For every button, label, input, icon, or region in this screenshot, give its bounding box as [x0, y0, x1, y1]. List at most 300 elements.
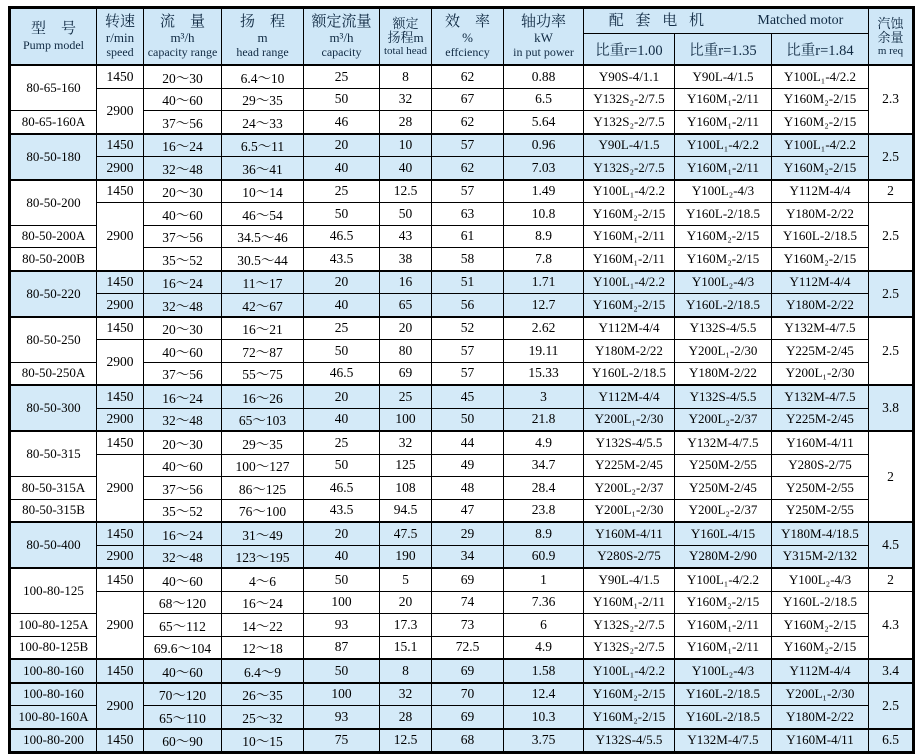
efficiency-cell: 44 [432, 431, 504, 454]
header-speed: 转速 r/min speed [97, 8, 144, 66]
input-power-cell: 3 [504, 385, 584, 408]
input-power-cell: 34.7 [504, 454, 584, 477]
pump-model-cell: 80-50-250A [10, 362, 97, 385]
head-range-cell: 29～35 [222, 88, 304, 111]
motor-r135-cell: Y132M-4/7.5 [675, 729, 772, 753]
rated-head-cell: 50 [380, 203, 432, 226]
input-power-cell: 1 [504, 568, 584, 591]
head-range-cell: 16～26 [222, 385, 304, 408]
table-body [10, 65, 914, 753]
motor-r184-cell: Y160M-4/11 [772, 431, 869, 454]
input-power-cell: 12.7 [504, 294, 584, 317]
motor-r100-cell: Y132S₂-2/7.5 [584, 614, 675, 637]
motor-r184-cell: Y180M-4/18.5 [772, 522, 869, 545]
efficiency-cell: 56 [432, 294, 504, 317]
rated-head-cell: 12.5 [380, 180, 432, 203]
head-range-cell: 24～33 [222, 111, 304, 134]
efficiency-cell: 61 [432, 225, 504, 248]
pump-model-cell: 100-80-125A [10, 614, 97, 637]
rated-capacity-cell: 25 [304, 180, 380, 203]
motor-r135-cell: Y160M₂-2/15 [675, 225, 772, 248]
capacity-range-cell: 40～60 [144, 454, 222, 477]
head-range-cell: 16～24 [222, 591, 304, 614]
motor-r135-cell: Y160M₂-2/15 [675, 248, 772, 271]
table-row [10, 294, 914, 317]
head-range-cell: 6.4～9 [222, 659, 304, 683]
motor-r184-cell: Y250M-2/55 [772, 477, 869, 500]
motor-r100-cell: Y100L₁-4/2.2 [584, 271, 675, 294]
motor-r135-cell: Y250M-2/45 [675, 477, 772, 500]
efficiency-cell: 69 [432, 568, 504, 591]
table-row [10, 568, 914, 591]
motor-r100-cell: Y160M₁-2/11 [584, 248, 675, 271]
rated-head-cell: 20 [380, 317, 432, 340]
efficiency-cell: 68 [432, 729, 504, 753]
table-row [10, 683, 914, 706]
rated-capacity-cell: 40 [304, 294, 380, 317]
efficiency-cell: 69 [432, 706, 504, 729]
speed-cell: 2900 [97, 545, 144, 568]
motor-r135-cell: Y160M₁-2/11 [675, 614, 772, 637]
head-range-cell: 65～103 [222, 408, 304, 431]
motor-r184-cell: Y132M-4/7.5 [772, 385, 869, 408]
rated-head-cell: 47.5 [380, 522, 432, 545]
header-head-range: 扬 程 m head range [222, 8, 304, 66]
rated-capacity-cell: 40 [304, 545, 380, 568]
header-matched-motor-zh: 配 套 电 机 [608, 12, 708, 29]
motor-r135-cell: Y160M₁-2/11 [675, 157, 772, 180]
rated-capacity-cell: 25 [304, 431, 380, 454]
motor-r184-cell: Y100L₂-4/3 [772, 568, 869, 591]
motor-r100-cell: Y160M₁-2/11 [584, 591, 675, 614]
efficiency-cell: 62 [432, 65, 504, 88]
head-range-cell: 12～18 [222, 636, 304, 659]
motor-r100-cell: Y280S-2/75 [584, 545, 675, 568]
table-row [10, 454, 914, 477]
motor-r135-cell: Y200L₂-2/37 [675, 408, 772, 431]
table-row [10, 659, 914, 683]
head-range-cell: 72～87 [222, 340, 304, 363]
pump-model-cell: 80-50-250 [10, 317, 97, 363]
efficiency-cell: 58 [432, 248, 504, 271]
rated-head-cell: 38 [380, 248, 432, 271]
motor-r135-cell: Y160L-2/18.5 [675, 706, 772, 729]
motor-r135-cell: Y160L-2/18.5 [675, 294, 772, 317]
input-power-cell: 0.88 [504, 65, 584, 88]
header-rated-capacity: 额定流量 m³/h capacity [304, 8, 380, 66]
rated-head-cell: 40 [380, 157, 432, 180]
motor-r100-cell: Y180M-2/22 [584, 340, 675, 363]
input-power-cell: 5.64 [504, 111, 584, 134]
rated-capacity-cell: 46.5 [304, 225, 380, 248]
head-range-cell: 30.5～44 [222, 248, 304, 271]
capacity-range-cell: 37～56 [144, 477, 222, 500]
efficiency-cell: 72.5 [432, 636, 504, 659]
capacity-range-cell: 40～60 [144, 88, 222, 111]
motor-r184-cell: Y225M-2/45 [772, 408, 869, 431]
efficiency-cell: 57 [432, 134, 504, 157]
table-row [10, 65, 914, 88]
table-row [10, 408, 914, 431]
table-row [10, 271, 914, 294]
capacity-range-cell: 40～60 [144, 340, 222, 363]
head-range-cell: 6.5～11 [222, 134, 304, 157]
motor-r184-cell: Y160M₂-2/15 [772, 111, 869, 134]
input-power-cell: 6.5 [504, 88, 584, 111]
rated-capacity-cell: 46.5 [304, 477, 380, 500]
rated-head-cell: 108 [380, 477, 432, 500]
efficiency-cell: 34 [432, 545, 504, 568]
motor-r100-cell: Y132S-4/5.5 [584, 729, 675, 753]
input-power-cell: 1.58 [504, 659, 584, 683]
table-row [10, 340, 914, 363]
capacity-range-cell: 35～52 [144, 499, 222, 522]
head-range-cell: 55～75 [222, 362, 304, 385]
rated-capacity-cell: 87 [304, 636, 380, 659]
header-motor-r100: 比重r=1.00 [584, 34, 675, 66]
rated-head-cell: 20 [380, 591, 432, 614]
rated-head-cell: 125 [380, 454, 432, 477]
npsh-cell: 4.5 [869, 522, 914, 568]
input-power-cell: 4.9 [504, 636, 584, 659]
motor-r135-cell: Y160M₁-2/11 [675, 88, 772, 111]
speed-cell: 1450 [97, 134, 144, 157]
motor-r184-cell: Y100L₁-4/2.2 [772, 65, 869, 88]
rated-head-cell: 25 [380, 385, 432, 408]
header-pump-model-en: Pump model [22, 38, 84, 52]
pump-model-cell: 100-80-200 [10, 729, 97, 753]
table-row [10, 591, 914, 614]
motor-r100-cell: Y160M₂-2/15 [584, 683, 675, 706]
motor-r184-cell: Y160M₂-2/15 [772, 248, 869, 271]
motor-r100-cell: Y112M-4/4 [584, 317, 675, 340]
pump-model-cell: 80-50-315A [10, 477, 97, 500]
motor-r184-cell: Y200L₁-2/30 [772, 683, 869, 706]
motor-r184-cell: Y112M-4/4 [772, 271, 869, 294]
efficiency-cell: 49 [432, 454, 504, 477]
pump-model-cell: 80-65-160A [10, 111, 97, 134]
capacity-range-cell: 65～110 [144, 706, 222, 729]
speed-cell: 2900 [97, 683, 144, 729]
motor-r135-cell: Y160L-2/18.5 [675, 203, 772, 226]
motor-r100-cell: Y90L-4/1.5 [584, 134, 675, 157]
motor-r135-cell: Y100L₂-4/3 [675, 271, 772, 294]
head-range-cell: 4～6 [222, 568, 304, 591]
motor-r184-cell: Y160M₂-2/15 [772, 88, 869, 111]
pump-model-cell: 80-50-180 [10, 134, 97, 180]
rated-head-cell: 65 [380, 294, 432, 317]
rated-head-cell: 8 [380, 65, 432, 88]
motor-r135-cell: Y160M₂-2/15 [675, 591, 772, 614]
speed-cell: 2900 [97, 203, 144, 271]
npsh-cell: 2 [869, 431, 914, 522]
capacity-range-cell: 32～48 [144, 294, 222, 317]
speed-cell: 1450 [97, 659, 144, 683]
speed-cell: 2900 [97, 294, 144, 317]
rated-head-cell: 43 [380, 225, 432, 248]
npsh-cell: 2 [869, 180, 914, 203]
rated-head-cell: 17.3 [380, 614, 432, 637]
pump-model-cell: 100-80-160 [10, 683, 97, 706]
rated-head-cell: 15.1 [380, 636, 432, 659]
motor-r135-cell: Y100L₁-4/2.2 [675, 568, 772, 591]
header-matched-motor [584, 8, 869, 34]
table-row [10, 431, 914, 454]
speed-cell: 1450 [97, 271, 144, 294]
rated-capacity-cell: 20 [304, 522, 380, 545]
table-row [10, 522, 914, 545]
pump-model-cell: 100-80-160 [10, 659, 97, 683]
head-range-cell: 10～14 [222, 180, 304, 203]
speed-cell: 1450 [97, 317, 144, 340]
table-row [10, 499, 914, 522]
rated-head-cell: 10 [380, 134, 432, 157]
capacity-range-cell: 68～120 [144, 591, 222, 614]
header-pump-model [10, 8, 97, 66]
capacity-range-cell: 20～30 [144, 431, 222, 454]
pump-model-cell: 80-50-200A [10, 225, 97, 248]
motor-r135-cell: Y160L-2/18.5 [675, 683, 772, 706]
rated-capacity-cell: 50 [304, 88, 380, 111]
efficiency-cell: 47 [432, 499, 504, 522]
head-range-cell: 29～35 [222, 431, 304, 454]
pump-model-cell: 80-65-160 [10, 65, 97, 111]
pump-model-cell: 80-50-220 [10, 271, 97, 317]
capacity-range-cell: 16～24 [144, 134, 222, 157]
speed-cell: 1450 [97, 522, 144, 545]
motor-r135-cell: Y132S-4/5.5 [675, 385, 772, 408]
capacity-range-cell: 69.6～104 [144, 636, 222, 659]
header-matched-motor-en: Matched motor [757, 13, 844, 28]
table-row [10, 477, 914, 500]
rated-capacity-cell: 46.5 [304, 362, 380, 385]
rated-head-cell: 32 [380, 431, 432, 454]
npsh-cell: 2.5 [869, 134, 914, 180]
speed-cell: 2900 [97, 408, 144, 431]
head-range-cell: 14～22 [222, 614, 304, 637]
head-range-cell: 25～32 [222, 706, 304, 729]
efficiency-cell: 62 [432, 111, 504, 134]
table-row [10, 248, 914, 271]
rated-head-cell: 8 [380, 659, 432, 683]
table-row [10, 317, 914, 340]
pump-model-cell: 80-50-315B [10, 499, 97, 522]
input-power-cell: 21.8 [504, 408, 584, 431]
efficiency-cell: 67 [432, 88, 504, 111]
head-range-cell: 46～54 [222, 203, 304, 226]
input-power-cell: 7.36 [504, 591, 584, 614]
rated-head-cell: 5 [380, 568, 432, 591]
speed-cell: 1450 [97, 65, 144, 88]
rated-capacity-cell: 100 [304, 591, 380, 614]
header-efficiency: 效 率 % effciency [432, 8, 504, 66]
head-range-cell: 36～41 [222, 157, 304, 180]
motor-r135-cell: Y100L₂-4/3 [675, 180, 772, 203]
input-power-cell: 7.8 [504, 248, 584, 271]
rated-head-cell: 32 [380, 683, 432, 706]
rated-capacity-cell: 20 [304, 134, 380, 157]
motor-r184-cell: Y200L₁-2/30 [772, 362, 869, 385]
motor-r100-cell: Y160M₂-2/15 [584, 294, 675, 317]
speed-cell: 2900 [97, 88, 144, 134]
pump-model-cell: 80-50-315 [10, 431, 97, 477]
input-power-cell: 12.4 [504, 683, 584, 706]
head-range-cell: 34.5～46 [222, 225, 304, 248]
capacity-range-cell: 40～60 [144, 659, 222, 683]
input-power-cell: 8.9 [504, 225, 584, 248]
motor-r184-cell: Y160M₂-2/15 [772, 157, 869, 180]
motor-r184-cell: Y100L₁-4/2.2 [772, 134, 869, 157]
npsh-cell: 4.3 [869, 591, 914, 659]
input-power-cell: 8.9 [504, 522, 584, 545]
table-row [10, 111, 914, 134]
table-row [10, 614, 914, 637]
capacity-range-cell: 35～52 [144, 248, 222, 271]
capacity-range-cell: 32～48 [144, 157, 222, 180]
rated-capacity-cell: 40 [304, 408, 380, 431]
input-power-cell: 6 [504, 614, 584, 637]
capacity-range-cell: 16～24 [144, 385, 222, 408]
input-power-cell: 19.11 [504, 340, 584, 363]
table-row [10, 636, 914, 659]
header-capacity-range: 流 量 m³/h capacity range [144, 8, 222, 66]
capacity-range-cell: 32～48 [144, 408, 222, 431]
motor-r184-cell: Y280S-2/75 [772, 454, 869, 477]
motor-r100-cell: Y160L-2/18.5 [584, 362, 675, 385]
head-range-cell: 10～15 [222, 729, 304, 753]
efficiency-cell: 73 [432, 614, 504, 637]
efficiency-cell: 57 [432, 340, 504, 363]
speed-cell: 2900 [97, 157, 144, 180]
capacity-range-cell: 32～48 [144, 545, 222, 568]
pump-spec-table [8, 6, 915, 754]
speed-cell: 1450 [97, 180, 144, 203]
rated-head-cell: 94.5 [380, 499, 432, 522]
npsh-cell: 3.8 [869, 385, 914, 431]
motor-r184-cell: Y160M₂-2/15 [772, 636, 869, 659]
head-range-cell: 31～49 [222, 522, 304, 545]
efficiency-cell: 52 [432, 317, 504, 340]
motor-r184-cell: Y112M-4/4 [772, 180, 869, 203]
input-power-cell: 4.9 [504, 431, 584, 454]
rated-capacity-cell: 25 [304, 317, 380, 340]
rated-capacity-cell: 50 [304, 454, 380, 477]
input-power-cell: 2.62 [504, 317, 584, 340]
table-row [10, 729, 914, 753]
capacity-range-cell: 40～60 [144, 203, 222, 226]
header-input-power: 轴功率 kW in put power [504, 8, 584, 66]
motor-r135-cell: Y100L₂-4/3 [675, 659, 772, 683]
motor-r135-cell: Y160M₁-2/11 [675, 636, 772, 659]
motor-r184-cell: Y180M-2/22 [772, 203, 869, 226]
motor-r184-cell: Y180M-2/22 [772, 706, 869, 729]
efficiency-cell: 51 [432, 271, 504, 294]
motor-r135-cell: Y160M₁-2/11 [675, 111, 772, 134]
rated-capacity-cell: 20 [304, 385, 380, 408]
head-range-cell: 6.4～10 [222, 65, 304, 88]
motor-r100-cell: Y200L₂-2/37 [584, 477, 675, 500]
input-power-cell: 10.3 [504, 706, 584, 729]
rated-capacity-cell: 50 [304, 203, 380, 226]
motor-r184-cell: Y315M-2/132 [772, 545, 869, 568]
capacity-range-cell: 37～56 [144, 225, 222, 248]
capacity-range-cell: 37～56 [144, 362, 222, 385]
table-header [10, 8, 914, 66]
input-power-cell: 3.75 [504, 729, 584, 753]
rated-capacity-cell: 93 [304, 614, 380, 637]
motor-r184-cell: Y160L-2/18.5 [772, 225, 869, 248]
motor-r100-cell: Y160M₂-2/15 [584, 706, 675, 729]
motor-r100-cell: Y132S₂-2/7.5 [584, 636, 675, 659]
speed-cell: 1450 [97, 431, 144, 454]
speed-cell: 1450 [97, 729, 144, 753]
motor-r184-cell: Y250M-2/55 [772, 499, 869, 522]
motor-r135-cell: Y200L₂-2/37 [675, 499, 772, 522]
capacity-range-cell: 20～30 [144, 180, 222, 203]
rated-capacity-cell: 20 [304, 271, 380, 294]
motor-r100-cell: Y160M₂-2/15 [584, 203, 675, 226]
speed-cell: 1450 [97, 568, 144, 591]
input-power-cell: 60.9 [504, 545, 584, 568]
rated-capacity-cell: 50 [304, 659, 380, 683]
motor-r100-cell: Y90S-4/1.1 [584, 65, 675, 88]
motor-r100-cell: Y160M-4/11 [584, 522, 675, 545]
rated-capacity-cell: 43.5 [304, 248, 380, 271]
motor-r135-cell: Y132S-4/5.5 [675, 317, 772, 340]
head-range-cell: 42～67 [222, 294, 304, 317]
speed-cell: 1450 [97, 385, 144, 408]
rated-head-cell: 69 [380, 362, 432, 385]
efficiency-cell: 57 [432, 362, 504, 385]
speed-cell: 2900 [97, 340, 144, 386]
rated-head-cell: 12.5 [380, 729, 432, 753]
motor-r100-cell: Y132S-4/5.5 [584, 431, 675, 454]
pump-model-cell: 100-80-125 [10, 568, 97, 614]
motor-r100-cell: Y112M-4/4 [584, 385, 675, 408]
header-motor-r135: 比重r=1.35 [675, 34, 772, 66]
npsh-cell: 2.5 [869, 271, 914, 317]
table-row [10, 385, 914, 408]
table-row [10, 157, 914, 180]
header-npsh: 汽蚀 余量 m req [869, 8, 914, 66]
header-motor-r184: 比重r=1.84 [772, 34, 869, 66]
speed-cell: 2900 [97, 454, 144, 522]
pump-model-cell: 80-50-200B [10, 248, 97, 271]
efficiency-cell: 74 [432, 591, 504, 614]
rated-capacity-cell: 40 [304, 157, 380, 180]
npsh-cell: 2.5 [869, 317, 914, 386]
capacity-range-cell: 65～112 [144, 614, 222, 637]
rated-head-cell: 80 [380, 340, 432, 363]
input-power-cell: 15.33 [504, 362, 584, 385]
capacity-range-cell: 20～30 [144, 317, 222, 340]
motor-r100-cell: Y90L-4/1.5 [584, 568, 675, 591]
rated-capacity-cell: 75 [304, 729, 380, 753]
rated-head-cell: 100 [380, 408, 432, 431]
motor-r100-cell: Y132S₂-2/7.5 [584, 88, 675, 111]
motor-r100-cell: Y100L₁-4/2.2 [584, 659, 675, 683]
rated-capacity-cell: 46 [304, 111, 380, 134]
motor-r184-cell: Y160M₂-2/15 [772, 614, 869, 637]
motor-r184-cell: Y180M-2/22 [772, 294, 869, 317]
capacity-range-cell: 37～56 [144, 111, 222, 134]
table-row [10, 706, 914, 729]
input-power-cell: 7.03 [504, 157, 584, 180]
rated-capacity-cell: 93 [304, 706, 380, 729]
table-row [10, 545, 914, 568]
npsh-cell: 2 [869, 568, 914, 591]
motor-r135-cell: Y90L-4/1.5 [675, 65, 772, 88]
